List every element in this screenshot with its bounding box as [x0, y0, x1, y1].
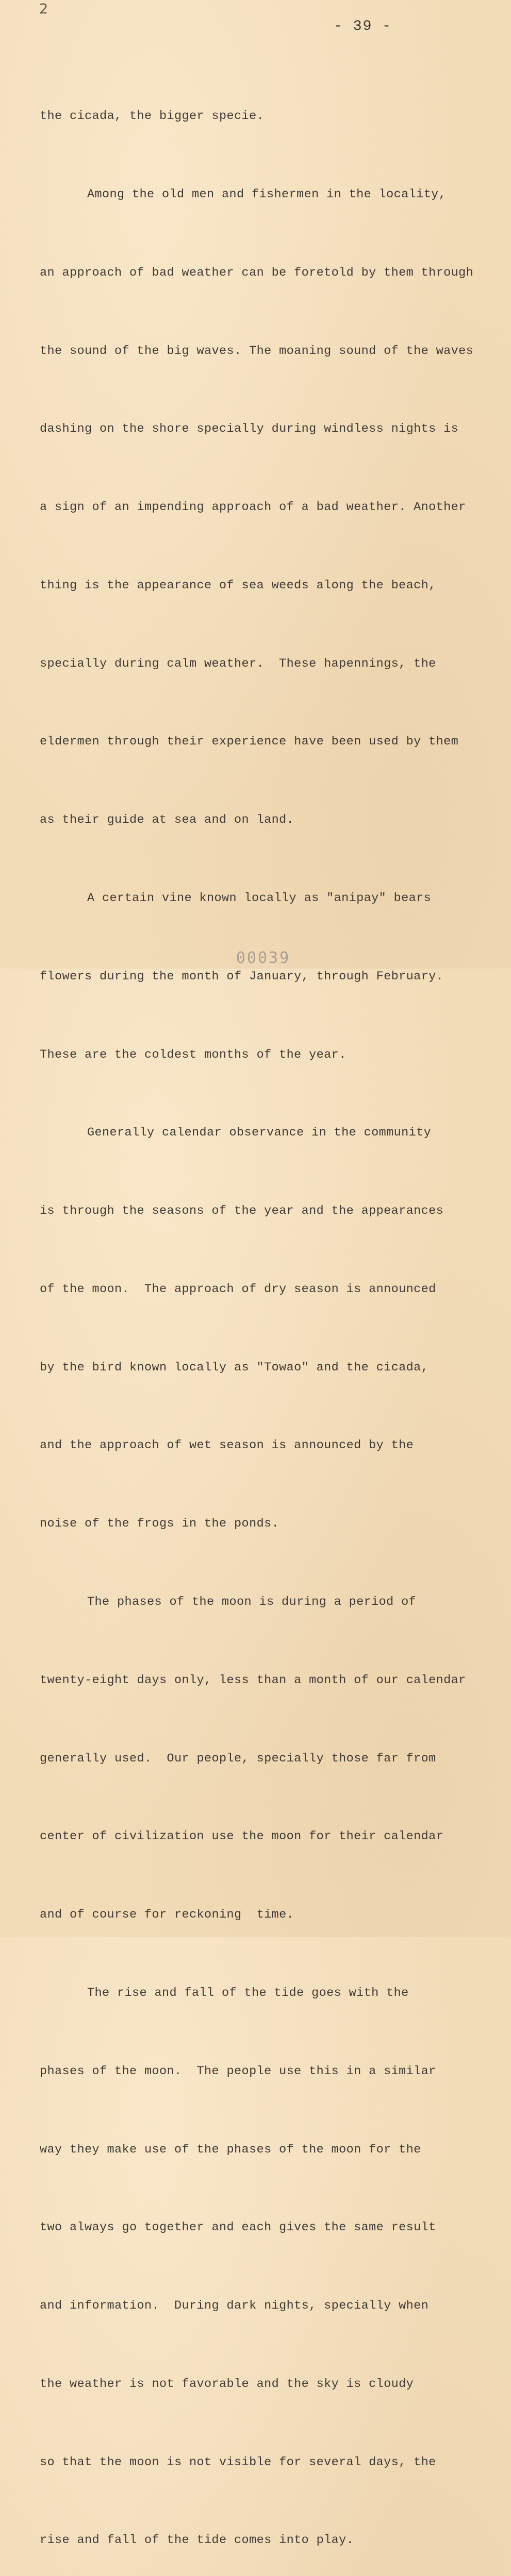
text-line: is through the seasons of the year and the appearances	[40, 1204, 444, 1218]
text-line: an approach of bad weather can be foretold by them through	[40, 265, 474, 280]
text-line: two always go together and each gives the same result	[40, 2221, 436, 2235]
text-line: eldermen through their experience have been used by them	[40, 735, 459, 749]
text-line: the weather is not favorable and the sky is cloudy	[40, 2377, 414, 2391]
page-number: - 39 -	[334, 19, 392, 35]
text-line: rise and fall of the tide comes into play.	[40, 2533, 354, 2548]
text-line: Generally calendar observance in the community	[87, 1126, 432, 1140]
text-line: and information. During dark nights, specially when	[40, 2299, 429, 2313]
text-line: the sound of the big waves. The moaning sound of the waves	[40, 344, 474, 358]
corner-mark: 2	[39, 1, 48, 17]
text-line: center of civilization use the moon for their calendar	[40, 1829, 444, 1844]
text-line: thing is the appearance of sea weeds along the beach,	[40, 578, 436, 592]
text-line: specially during calm weather. These hapennings, the	[40, 656, 436, 671]
text-line: the cicada, the bigger specie.	[40, 109, 265, 124]
text-line: phases of the moon. The people use this in a similar	[40, 2064, 436, 2078]
text-line: Among the old men and fishermen in the locality,	[87, 187, 447, 201]
text-line: These are the coldest months of the year.	[40, 1047, 347, 1062]
text-line: flowers during the month of January, through February.	[40, 969, 444, 984]
text-line: so that the moon is not visible for several days, the	[40, 2455, 436, 2469]
text-line: A certain vine known locally as "anipay" bears	[87, 891, 432, 905]
text-line: dashing on the shore specially during windless nights is	[40, 422, 459, 436]
text-line: twenty-eight days only, less than a month of our calendar	[40, 1673, 466, 1687]
text-line: of the moon. The approach of dry season is announced	[40, 1282, 436, 1296]
text-line: generally used. Our people, specially those far from	[40, 1751, 436, 1766]
text-line: The rise and fall of the tide goes with the	[87, 1986, 409, 2000]
text-line: as their guide at sea and on land.	[40, 813, 294, 827]
text-line: noise of the frogs in the ponds.	[40, 1517, 279, 1531]
body-text	[40, 52, 504, 2576]
text-line: and of course for reckoning time.	[40, 1908, 294, 1922]
archive-stamp-number: 00039	[236, 949, 291, 967]
text-line: and the approach of wet season is announced by the	[40, 1438, 414, 1453]
text-line: The phases of the moon is during a period of	[87, 1595, 417, 1609]
text-line: a sign of an impending approach of a bad weather. Another	[40, 500, 466, 515]
text-line: way they make use of the phases of the moon for the	[40, 2142, 421, 2157]
text-line: by the bird known locally as "Towao" and the cicada,	[40, 1360, 429, 1375]
